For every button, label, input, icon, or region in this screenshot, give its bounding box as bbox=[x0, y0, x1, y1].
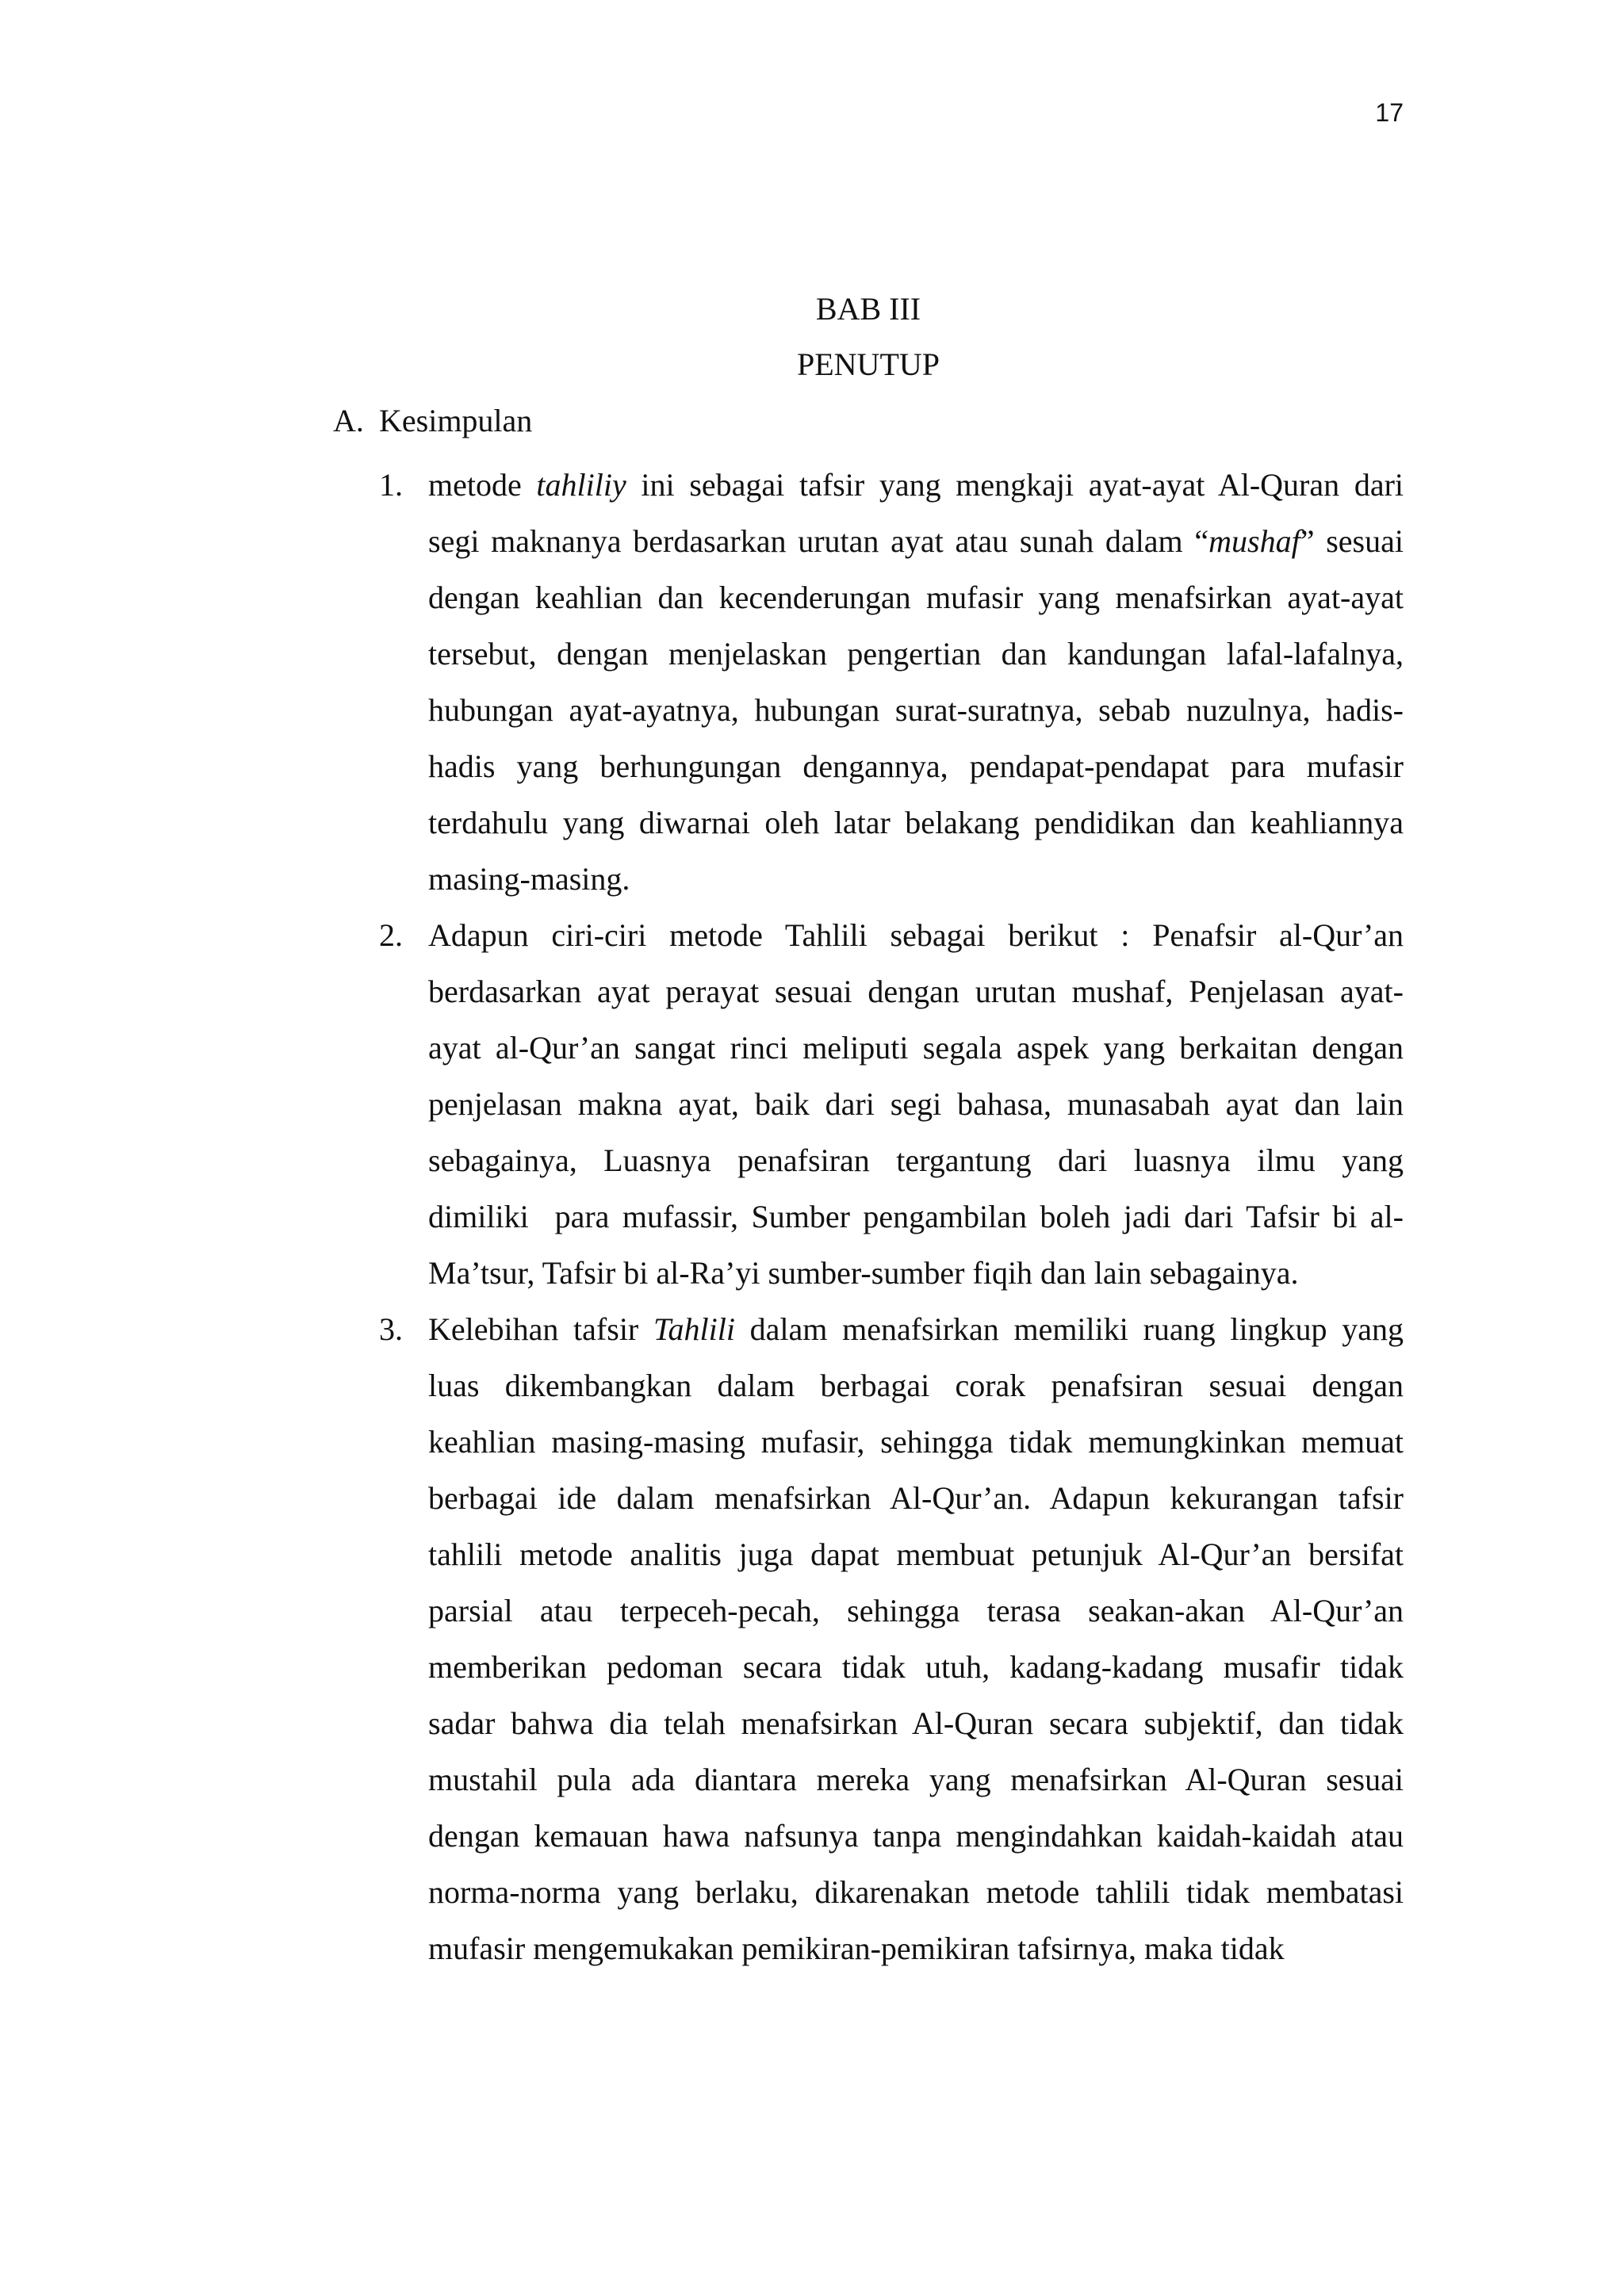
text-line bbox=[428, 626, 1404, 682]
text-line bbox=[428, 513, 1404, 569]
text-segment: norma-norma yang berlaku, dikarenakan metode tahlili tidak membatasi bbox=[428, 1874, 1404, 1910]
text-line bbox=[428, 1076, 1404, 1132]
text-segment: luas dikembangkan dalam berbagai corak penafsiran sesuai dengan bbox=[428, 1368, 1404, 1403]
text-line bbox=[428, 682, 1404, 738]
text-line bbox=[428, 1808, 1404, 1864]
text-segment: hubungan ayat-ayatnya, hubungan surat-suratnya, sebab nuzulnya, hadis- bbox=[428, 692, 1404, 728]
italic-term: tahliliy bbox=[536, 467, 626, 503]
text-segment: tersebut, dengan menjelaskan pengertian dan kandungan lafal-lafalnya, bbox=[428, 636, 1404, 672]
text-line bbox=[428, 1751, 1404, 1808]
text-line bbox=[428, 907, 1404, 963]
text-segment: Adapun ciri-ciri metode Tahlili sebagai berikut : Penafsir al-Qur’an bbox=[428, 917, 1404, 953]
text-segment: ayat al-Qur’an sangat rinci meliputi segala aspek yang berkaitan dengan bbox=[428, 1030, 1404, 1066]
text-line bbox=[428, 1526, 1404, 1582]
text-line bbox=[428, 457, 1404, 513]
list-item-text bbox=[428, 907, 1404, 1301]
section-letter: A. bbox=[333, 403, 364, 438]
text-segment: Ma’tsur, Tafsir bi al-Ra’yi sumber-sumber fiqih dan lain sebagainya. bbox=[428, 1255, 1299, 1291]
text-segment: dengan kemauan hawa nafsunya tanpa mengindahkan kaidah-kaidah atau bbox=[428, 1818, 1404, 1854]
list-item-text bbox=[428, 457, 1404, 907]
list-item bbox=[379, 907, 1404, 1301]
text-segment: dimiliki para mufassir, Sumber pengambilan boleh jadi dari Tafsir bi al- bbox=[428, 1199, 1404, 1234]
text-segment: penjelasan makna ayat, baik dari segi bahasa, munasabah ayat dan lain bbox=[428, 1086, 1404, 1122]
text-segment: dengan keahlian dan kecenderungan mufasir yang menafsirkan ayat-ayat bbox=[428, 580, 1404, 615]
text-line bbox=[428, 1864, 1404, 1920]
conclusion-list bbox=[379, 457, 1404, 1976]
text-segment: sebagainya, Luasnya penafsiran tergantung dari luasnya ilmu yang bbox=[428, 1142, 1404, 1178]
text-segment: hadis yang berhungungan dengannya, pendapat-pendapat para mufasir bbox=[428, 748, 1404, 784]
text-line bbox=[428, 738, 1404, 794]
text-line bbox=[428, 1020, 1404, 1076]
text-line bbox=[428, 794, 1404, 851]
italic-term: Tahlili bbox=[653, 1311, 735, 1347]
section-heading bbox=[333, 402, 532, 440]
list-item-number: 2. bbox=[379, 917, 403, 953]
list-item-number: 1. bbox=[379, 467, 403, 503]
text-segment: mustahil pula ada diantara mereka yang menafsirkan Al-Quran sesuai bbox=[428, 1762, 1404, 1797]
text-segment: ini sebagai tafsir yang mengkaji ayat-ayat Al-Quran dari bbox=[626, 467, 1404, 503]
list-item bbox=[379, 1301, 1404, 1976]
text-segment: metode bbox=[428, 467, 537, 503]
chapter-number: BAB III bbox=[815, 291, 921, 327]
text-line bbox=[428, 1470, 1404, 1526]
text-segment: segi maknanya berdasarkan urutan ayat atau sunah dalam “ bbox=[428, 523, 1209, 559]
text-line bbox=[428, 963, 1404, 1020]
text-segment: masing-masing. bbox=[428, 861, 630, 897]
text-line bbox=[428, 1188, 1404, 1245]
text-line bbox=[428, 569, 1404, 626]
text-line bbox=[428, 851, 1404, 907]
text-segment: tahlili metode analitis juga dapat membuat petunjuk Al-Qur’an bersifat bbox=[428, 1536, 1404, 1572]
list-item bbox=[379, 457, 1404, 907]
text-segment: sadar bahwa dia telah menafsirkan Al-Quran secara subjektif, dan tidak bbox=[428, 1705, 1404, 1741]
text-line bbox=[428, 1132, 1404, 1188]
page-number: 17 bbox=[1375, 98, 1404, 127]
text-segment: mufasir mengemukakan pemikiran-pemikiran tafsirnya, maka tidak bbox=[428, 1931, 1285, 1966]
text-segment: berdasarkan ayat perayat sesuai dengan urutan mushaf, Penjelasan ayat- bbox=[428, 974, 1404, 1009]
text-line bbox=[428, 1245, 1404, 1301]
text-segment: parsial atau terpeceh-pecah, sehingga terasa seakan-akan Al-Qur’an bbox=[428, 1593, 1404, 1628]
text-segment: Kelebihan tafsir bbox=[428, 1311, 653, 1347]
text-segment: dalam menafsirkan memiliki ruang lingkup yang bbox=[734, 1311, 1404, 1347]
text-segment: terdahulu yang diwarnai oleh latar belakang pendidikan dan keahliannya bbox=[428, 805, 1404, 840]
text-line bbox=[428, 1920, 1404, 1976]
italic-term: mushaf bbox=[1208, 523, 1300, 559]
text-segment: ” sesuai bbox=[1300, 523, 1404, 559]
text-line bbox=[428, 1695, 1404, 1751]
chapter-title: PENUTUP bbox=[796, 346, 940, 382]
text-line bbox=[428, 1301, 1404, 1357]
text-line bbox=[428, 1639, 1404, 1695]
text-line bbox=[428, 1414, 1404, 1470]
list-item-number: 3. bbox=[379, 1311, 403, 1347]
text-segment: keahlian masing-masing mufasir, sehingga tidak memungkinkan memuat bbox=[428, 1424, 1404, 1460]
text-line bbox=[428, 1582, 1404, 1639]
text-segment: berbagai ide dalam menafsirkan Al-Qur’an. Adapun kekurangan tafsir bbox=[428, 1480, 1404, 1516]
section-title: Kesimpulan bbox=[379, 403, 533, 438]
text-line bbox=[428, 1357, 1404, 1414]
list-item-text bbox=[428, 1301, 1404, 1976]
text-segment: memberikan pedoman secara tidak utuh, kadang-kadang musafir tidak bbox=[428, 1649, 1404, 1685]
